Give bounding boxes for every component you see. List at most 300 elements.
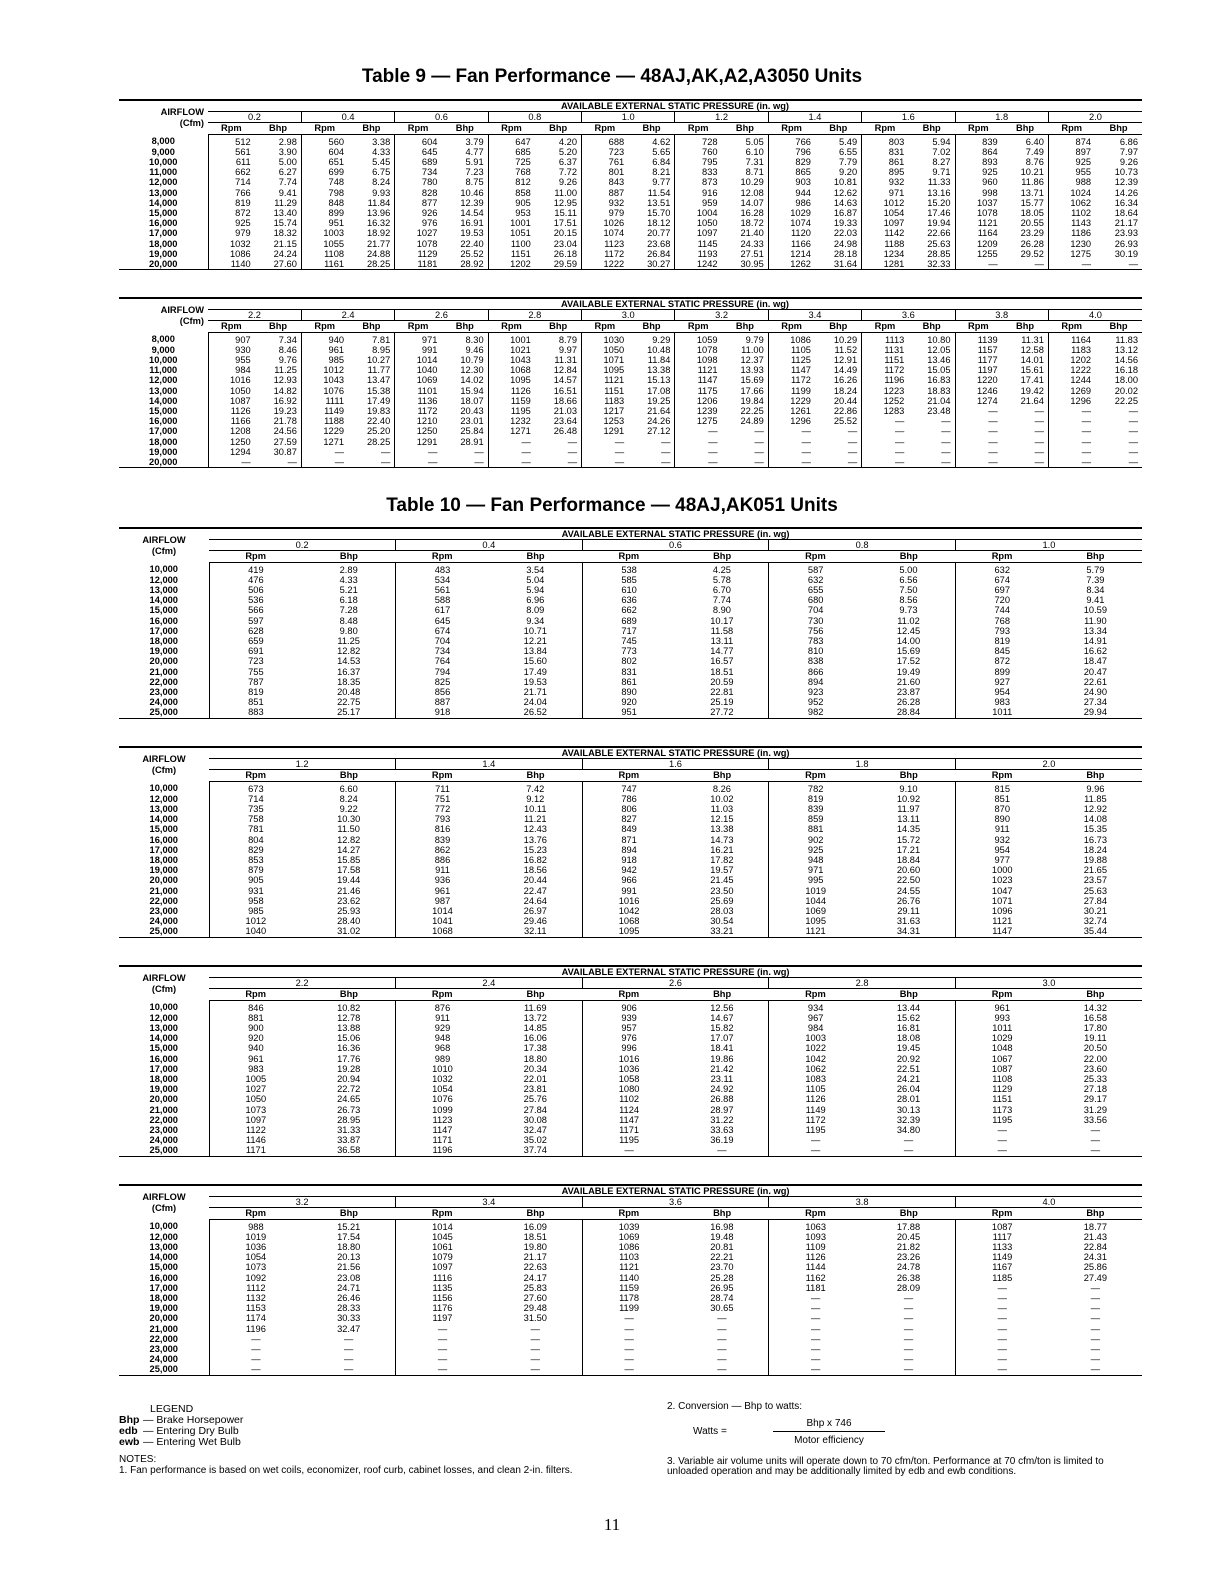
bhp-cell: 19.33	[833, 218, 858, 229]
pressure-header: AVAILABLE EXTERNAL STATIC PRESSURE (in. wg)	[209, 747, 1142, 759]
pressure-column: 1.0	[955, 540, 1142, 551]
rpm-cell: 1050	[209, 1094, 302, 1104]
rpm-cell: 1186	[1048, 228, 1095, 238]
bhp-cell: 19.94	[927, 218, 951, 229]
rpm-cell: 1209	[955, 239, 1002, 249]
rpm-cell: 1109	[769, 1242, 862, 1252]
rpm-cell: —	[769, 1364, 862, 1375]
rpm-cell: 1087	[955, 1064, 1048, 1074]
bhp-cell: 7.31	[745, 157, 764, 168]
bhp-cell: 21.45	[710, 875, 734, 886]
pressure-column: 1.8	[955, 112, 1048, 123]
rpm-cell: 982	[769, 707, 862, 718]
bhp-cell: 12.91	[833, 355, 858, 366]
bhp-cell: —	[754, 436, 764, 447]
bhp-cell: 17.51	[553, 218, 577, 229]
rpm-cell: 1122	[209, 1125, 302, 1135]
rpm-cell: 1069	[769, 906, 862, 916]
table-row	[119, 1262, 1142, 1272]
rpm-cell: 1116	[396, 1273, 489, 1283]
table-row	[119, 845, 1142, 855]
rpm-cell: 680	[769, 595, 862, 605]
bhp-column-header: Bhp	[908, 123, 955, 134]
bhp-cell: 12.84	[553, 365, 577, 376]
bhp-cell: 15.70	[647, 208, 671, 219]
rpm-cell: —	[488, 457, 535, 468]
bhp-cell: 13.84	[523, 646, 547, 657]
rpm-cell: 1176	[396, 1303, 489, 1313]
table-row	[119, 855, 1142, 865]
rpm-cell: 1183	[582, 396, 629, 406]
bhp-cell: 27.72	[710, 707, 734, 718]
rpm-cell: 1032	[396, 1074, 489, 1084]
rpm-cell: 848	[301, 198, 348, 208]
bhp-cell: —	[903, 1303, 914, 1314]
bhp-cell: 22.61	[1083, 676, 1108, 687]
bhp-cell: —	[344, 1364, 354, 1375]
pressure-column: 2.4	[396, 978, 583, 989]
airflow-label: AIRFLOW	[142, 973, 186, 984]
bhp-cell: 22.66	[927, 228, 951, 239]
bhp-cell: 6.84	[652, 157, 671, 168]
rpm-cell: 1172	[395, 406, 442, 416]
bhp-cell: 10.27	[366, 355, 391, 366]
bhp-cell: 7.28	[339, 605, 358, 616]
bhp-cell: 32.39	[896, 1114, 921, 1125]
rpm-cell: 587	[769, 562, 862, 575]
rpm-cell: 714	[208, 177, 255, 187]
rpm-cell: 1133	[955, 1242, 1048, 1252]
bhp-cell: 29.17	[1083, 1094, 1108, 1105]
bhp-cell: 11.85	[1084, 793, 1107, 804]
rpm-column-header: Rpm	[769, 770, 862, 781]
rpm-cell: 755	[209, 667, 302, 677]
rpm-cell: —	[675, 457, 722, 468]
rpm-cell: 959	[675, 198, 722, 208]
rpm-cell: —	[955, 1354, 1048, 1364]
bhp-cell: 21.77	[366, 238, 391, 249]
rpm-cell: 926	[395, 208, 442, 218]
table-header	[119, 966, 1142, 1000]
table-row	[119, 1074, 1142, 1084]
rpm-cell: 961	[301, 345, 348, 355]
bhp-cell: 11.90	[1084, 615, 1107, 626]
rpm-column-header: Rpm	[1048, 321, 1095, 332]
table-row	[119, 147, 1142, 157]
rpm-cell: —	[1048, 416, 1095, 426]
rpm-cell: 783	[769, 636, 862, 646]
rpm-cell: 1229	[301, 426, 348, 436]
bhp-cell: 15.20	[927, 197, 951, 208]
bhp-cell: 10.82	[337, 1002, 361, 1013]
rpm-cell: —	[769, 1145, 862, 1156]
bhp-cell: —	[1090, 1333, 1101, 1344]
bhp-column-header: Bhp	[348, 321, 395, 332]
bhp-cell: —	[941, 457, 951, 468]
rpm-cell: 659	[209, 636, 302, 646]
rpm-cell: 1112	[209, 1283, 302, 1293]
bhp-cell: 25.52	[833, 416, 858, 427]
pressure-column: 1.6	[582, 759, 769, 770]
rpm-cell: 839	[769, 804, 862, 814]
bhp-cell: 26.38	[896, 1272, 921, 1283]
rpm-cell: 1014	[396, 906, 489, 916]
rpm-cell: 925	[955, 167, 1002, 177]
rpm-cell: 871	[582, 835, 675, 845]
airflow-cell: 19,000	[149, 446, 178, 457]
bhp-cell: —	[567, 457, 577, 468]
table-row	[119, 375, 1142, 385]
rpm-cell: 927	[955, 677, 1048, 687]
bhp-cell: 15.69	[740, 375, 764, 386]
bhp-cell: 8.76	[1025, 157, 1044, 168]
bhp-cell: 2.89	[339, 564, 358, 575]
bhp-cell: 16.37	[337, 666, 361, 677]
bhp-cell: 10.30	[337, 814, 361, 825]
rpm-cell: 761	[582, 157, 629, 167]
rpm-cell: 1232	[488, 416, 535, 426]
bhp-cell: 17.80	[1083, 1023, 1108, 1034]
rpm-cell: 1105	[768, 345, 815, 355]
rpm-cell: 1185	[955, 1273, 1048, 1283]
airflow-cell: 16,000	[149, 218, 178, 229]
bhp-cell: 13.47	[366, 375, 391, 386]
table-row	[119, 1115, 1142, 1125]
bhp-cell: 16.98	[710, 1221, 734, 1232]
rpm-cell: 1030	[582, 332, 629, 345]
bhp-cell: 22.25	[740, 406, 764, 417]
airflow-cell: 20,000	[149, 457, 178, 468]
bhp-cell: 22.81	[710, 687, 734, 698]
rpm-cell: —	[955, 447, 1002, 457]
bhp-cell: 5.94	[932, 136, 951, 147]
rpm-cell: 1269	[1048, 386, 1095, 396]
rpm-column-header: Rpm	[209, 989, 302, 1000]
bhp-cell: 23.08	[337, 1272, 361, 1283]
pressure-column: 4.0	[1048, 310, 1142, 321]
bhp-cell: 24.92	[710, 1084, 734, 1095]
rpm-column-header: Rpm	[675, 321, 722, 332]
bhp-cell: 21.04	[927, 395, 951, 406]
bhp-cell: 26.88	[710, 1094, 734, 1105]
airflow-cell: 18,000	[149, 238, 178, 249]
rpm-cell: 874	[1048, 134, 1095, 147]
airflow-cell: 14,000	[149, 595, 178, 606]
airflow-cell: 12,000	[149, 793, 178, 804]
rpm-cell: 645	[396, 616, 489, 626]
bhp-cell: —	[754, 426, 764, 437]
bhp-cell: 16.73	[1083, 834, 1108, 845]
rpm-cell: 1001	[488, 218, 535, 228]
pressure-column: 2.4	[301, 310, 394, 321]
bhp-cell: 8.34	[1086, 585, 1105, 596]
rpm-cell: 632	[955, 562, 1048, 575]
rpm-cell: 1099	[396, 1105, 489, 1115]
rpm-cell: 720	[955, 595, 1048, 605]
formula-denominator: Motor efficiency	[794, 1435, 864, 1446]
table-row	[119, 406, 1142, 416]
bhp-cell: 31.64	[833, 259, 858, 270]
rpm-cell: 942	[582, 865, 675, 875]
rpm-cell: —	[955, 1334, 1048, 1344]
bhp-column-header: Bhp	[255, 123, 302, 134]
rpm-cell: 1004	[675, 208, 722, 218]
table-row	[119, 1283, 1142, 1293]
rpm-cell: 1246	[955, 386, 1002, 396]
rpm-cell: —	[955, 1303, 1048, 1313]
rpm-cell: 1174	[209, 1313, 302, 1323]
bhp-cell: 19.80	[523, 1242, 547, 1253]
rpm-column-header: Rpm	[582, 989, 675, 1000]
bhp-cell: 25.63	[1083, 885, 1108, 896]
airflow-header	[119, 100, 208, 134]
bhp-cell: 13.72	[523, 1012, 547, 1023]
bhp-cell: 9.10	[899, 783, 918, 794]
rpm-cell: 1058	[582, 1074, 675, 1084]
bhp-cell: 8.27	[932, 157, 951, 168]
airflow-cell: 9,000	[151, 146, 175, 157]
bhp-column-header: Bhp	[535, 123, 582, 134]
bhp-cell: 18.47	[1083, 656, 1108, 667]
bhp-cell: 9.34	[526, 615, 545, 626]
bhp-cell: 30.87	[273, 446, 297, 457]
airflow-cell: 24,000	[149, 916, 178, 927]
pressure-column: 0.2	[209, 540, 396, 551]
table-row	[119, 249, 1142, 259]
bhp-cell: —	[847, 436, 858, 447]
rpm-cell: 1195	[488, 406, 535, 416]
airflow-cell: 12,000	[149, 574, 178, 585]
pressure-column: 2.8	[769, 978, 956, 989]
rpm-cell: 1036	[582, 1064, 675, 1074]
bhp-column-header: Bhp	[1002, 321, 1049, 332]
rpm-cell: —	[582, 1313, 675, 1323]
bhp-cell: —	[1090, 1282, 1101, 1293]
bhp-cell: 12.39	[460, 197, 484, 208]
rpm-cell: 1108	[955, 1074, 1048, 1084]
rpm-cell: 1068	[396, 926, 489, 937]
rpm-column-header: Rpm	[955, 551, 1048, 562]
rpm-cell: 793	[396, 814, 489, 824]
rpm-cell: 1149	[769, 1105, 862, 1115]
bhp-cell: 28.25	[366, 259, 391, 270]
rpm-cell: 1172	[769, 1115, 862, 1125]
rpm-cell: 1048	[955, 1043, 1048, 1053]
rpm-cell: 704	[769, 605, 862, 615]
bhp-cell: 7.79	[839, 157, 858, 168]
rpm-cell: 905	[488, 198, 535, 208]
rpm-cell: —	[955, 1324, 1048, 1334]
rpm-cell: —	[1048, 259, 1095, 270]
rpm-cell: 825	[396, 677, 489, 687]
rpm-cell: 1210	[395, 416, 442, 426]
formula-numerator: Bhp x 746	[773, 1418, 885, 1432]
bhp-cell: 5.20	[558, 146, 577, 157]
pressure-column: 1.2	[209, 759, 396, 770]
rpm-cell: 1183	[1048, 345, 1095, 355]
rpm-cell: 483	[396, 562, 489, 575]
bhp-cell: 3.90	[278, 146, 297, 157]
bhp-column-header: Bhp	[815, 123, 862, 134]
airflow-cell: 25,000	[149, 1364, 178, 1375]
bhp-cell: 17.52	[896, 656, 921, 667]
rpm-cell: 1037	[955, 198, 1002, 208]
bhp-column-header: Bhp	[535, 321, 582, 332]
rpm-cell: 1275	[675, 416, 722, 426]
bhp-cell: —	[717, 1333, 727, 1344]
rpm-cell: 1062	[1048, 198, 1095, 208]
bhp-cell: 23.70	[710, 1262, 734, 1273]
bhp-cell: 23.81	[523, 1084, 547, 1095]
bhp-cell: 15.05	[927, 365, 951, 376]
rpm-cell: 1129	[955, 1084, 1048, 1094]
pressure-column: 2.2	[209, 978, 396, 989]
bhp-cell: 22.21	[710, 1252, 734, 1263]
rpm-cell: 1159	[582, 1283, 675, 1293]
table-row	[119, 926, 1142, 937]
rpm-cell: 611	[208, 157, 255, 167]
rpm-cell: 1296	[1048, 396, 1095, 406]
rpm-cell: 955	[208, 355, 255, 365]
rpm-cell: 1078	[675, 345, 722, 355]
rpm-column-header: Rpm	[769, 551, 862, 562]
rpm-column-header: Rpm	[862, 321, 909, 332]
pressure-column: 0.2	[208, 112, 301, 123]
pressure-column: 0.8	[769, 540, 956, 551]
table-row	[119, 575, 1142, 585]
bhp-cell: 23.93	[1114, 228, 1138, 239]
rpm-cell: 795	[675, 157, 722, 167]
bhp-cell: 14.67	[710, 1012, 734, 1023]
rpm-cell: 1123	[396, 1115, 489, 1125]
rpm-cell: 1151	[862, 355, 909, 365]
rpm-cell: 804	[209, 835, 302, 845]
bhp-cell: 16.28	[740, 208, 764, 219]
bhp-cell: 20.15	[553, 228, 577, 239]
bhp-cell: 17.49	[366, 395, 391, 406]
rpm-cell: 1039	[582, 1219, 675, 1232]
pressure-column: 3.0	[582, 310, 675, 321]
bhp-cell: 6.40	[1025, 136, 1044, 147]
bhp-cell: 22.25	[1114, 395, 1138, 406]
rpm-cell: 1250	[395, 426, 442, 436]
rpm-cell: —	[582, 1145, 675, 1156]
bhp-cell: 29.46	[523, 916, 547, 927]
bhp-cell: 12.56	[710, 1002, 734, 1013]
airflow-cell: 12,000	[149, 177, 178, 188]
bhp-cell: 16.32	[366, 218, 391, 229]
bhp-cell: —	[717, 1344, 727, 1355]
bhp-column-header: Bhp	[489, 770, 582, 781]
rpm-cell: 1068	[582, 916, 675, 926]
bhp-cell: 8.71	[745, 167, 764, 178]
bhp-cell: 16.87	[833, 208, 858, 219]
bhp-cell: 7.02	[932, 146, 951, 157]
rpm-cell: —	[955, 457, 1002, 468]
bhp-cell: 14.02	[460, 375, 484, 386]
rpm-cell: 1239	[675, 406, 722, 416]
bhp-cell: 22.47	[523, 885, 547, 896]
rpm-cell: 1151	[488, 249, 535, 259]
table-row	[119, 1054, 1142, 1064]
table-row	[119, 332, 1142, 345]
bhp-cell: 5.65	[652, 146, 671, 157]
pressure-column: 1.2	[675, 112, 768, 123]
pressure-column: 2.0	[1048, 112, 1142, 123]
bhp-cell: 16.51	[553, 385, 577, 396]
rpm-cell: —	[769, 1324, 862, 1334]
watts-formula	[693, 1418, 893, 1450]
rpm-cell: 1103	[582, 1252, 675, 1262]
note-3: 3. Variable air volume units will operate down to 70 cfm/ton. Performance at 70 cfm/ton is limited to unloaded operation and may be additionally limited by edb and ewb conditions.	[667, 1455, 1104, 1477]
rpm-cell: 1146	[209, 1135, 302, 1145]
rpm-cell: 1149	[301, 406, 348, 416]
rpm-cell: 751	[396, 794, 489, 804]
bhp-cell: 19.11	[1084, 1033, 1107, 1044]
note-2: 2. Conversion — Bhp to watts:	[667, 1401, 803, 1412]
airflow-cell: 15,000	[149, 1043, 178, 1054]
bhp-cell: 9.97	[558, 344, 577, 355]
bhp-cell: —	[380, 457, 391, 468]
rpm-cell: 925	[1048, 157, 1095, 167]
rpm-cell: 886	[396, 855, 489, 865]
bhp-cell: —	[754, 446, 764, 457]
bhp-cell: 14.07	[740, 197, 764, 208]
rpm-cell: 897	[1048, 147, 1095, 157]
table-row	[119, 1364, 1142, 1375]
rpm-cell: 1054	[862, 208, 909, 218]
rpm-column-header: Rpm	[582, 1208, 675, 1219]
rpm-cell: 1086	[768, 332, 815, 345]
bhp-cell: 11.97	[897, 804, 920, 815]
rpm-cell: 1121	[582, 375, 629, 385]
airflow-cell: 12,000	[149, 375, 178, 386]
bhp-cell: 17.08	[647, 385, 671, 396]
rpm-cell: 939	[582, 1013, 675, 1023]
bhp-cell: 14.00	[896, 636, 921, 647]
bhp-cell: 22.00	[1083, 1053, 1108, 1064]
rpm-cell: 890	[582, 687, 675, 697]
airflow-cell: 17,000	[149, 1282, 178, 1293]
rpm-column-header: Rpm	[582, 123, 629, 134]
bhp-cell: 35.44	[1083, 926, 1108, 937]
bhp-cell: 9.79	[745, 334, 764, 345]
rpm-cell: 861	[582, 677, 675, 687]
rpm-cell: 819	[209, 687, 302, 697]
table-row	[119, 824, 1142, 834]
rpm-cell: 1242	[675, 259, 722, 270]
rpm-cell: 1139	[955, 332, 1002, 345]
bhp-column-header: Bhp	[255, 321, 302, 332]
bhp-cell: 24.55	[896, 885, 921, 896]
bhp-cell: 36.19	[710, 1135, 734, 1146]
table-row	[119, 1000, 1142, 1013]
fan-table-block	[119, 527, 1142, 719]
bhp-cell: —	[1090, 1364, 1101, 1375]
bhp-cell: 18.05	[1020, 208, 1044, 219]
rpm-cell: —	[582, 1324, 675, 1334]
airflow-cell: 20,000	[149, 875, 178, 886]
table-row	[119, 916, 1142, 926]
airflow-cell: 18,000	[149, 436, 178, 447]
airflow-cell: 13,000	[149, 385, 178, 396]
rpm-cell: 1069	[582, 1232, 675, 1242]
rpm-cell: 685	[488, 147, 535, 157]
airflow-cell: 11,000	[149, 167, 178, 178]
bhp-cell: 6.27	[278, 167, 297, 178]
rpm-cell: 1271	[301, 437, 348, 447]
bhp-cell: 14.85	[523, 1023, 547, 1034]
